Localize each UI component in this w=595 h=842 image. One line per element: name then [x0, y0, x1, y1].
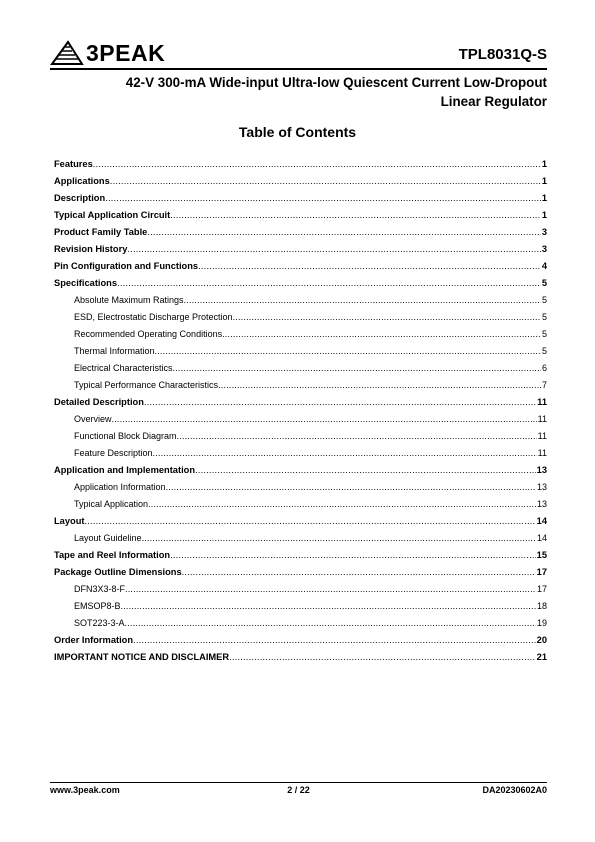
toc-entry-page: 1: [541, 159, 547, 169]
toc-leader-dots: [127, 243, 540, 255]
toc-title: Table of Contents: [238, 124, 357, 140]
toc-entry-page: 14: [536, 516, 547, 526]
toc-entry-label: EMSOP8-B: [74, 601, 121, 611]
toc-entry-page: 21: [536, 652, 547, 662]
toc-entry-label: Revision History: [54, 244, 128, 254]
toc-entry-label: Detailed Description: [54, 397, 144, 407]
toc-entry-label: Application Information: [74, 482, 166, 492]
toc-entry[interactable]: [54, 255, 547, 272]
toc-entry[interactable]: [54, 646, 547, 663]
toc-entry[interactable]: [54, 204, 547, 221]
toc-entry[interactable]: [54, 170, 547, 187]
footer-doc-code: DA20230602A0: [482, 785, 547, 795]
toc-entry-page: 13: [536, 482, 547, 492]
toc-entry[interactable]: [54, 221, 547, 238]
toc-leader-dots: [142, 532, 536, 544]
toc-entry[interactable]: [54, 187, 547, 204]
toc-entry-label: Typical Application: [74, 499, 149, 509]
toc-leader-dots: [222, 328, 541, 340]
toc-entry-page: 11: [537, 431, 547, 441]
toc-subentry[interactable]: [54, 323, 547, 340]
toc-entry-page: 3: [541, 227, 547, 237]
toc-entry[interactable]: [54, 459, 547, 476]
toc-entry[interactable]: [54, 510, 547, 527]
toc-entry-page: 19: [536, 618, 547, 628]
footer-website-link[interactable]: www.3peak.com: [50, 785, 120, 795]
toc-entry-page: 15: [536, 550, 547, 560]
toc-entry-label: Specifications: [54, 278, 118, 288]
toc-leader-dots: [198, 260, 541, 272]
toc-leader-dots: [218, 379, 541, 391]
toc-entry-label: Layout: [54, 516, 85, 526]
toc-entry-page: 11: [537, 448, 547, 458]
toc-entry-label: Features: [54, 159, 93, 169]
toc-subentry[interactable]: [54, 527, 547, 544]
toc-leader-dots: [121, 600, 536, 612]
toc-entry-page: 11: [537, 414, 547, 424]
toc-subentry[interactable]: [54, 425, 547, 442]
toc-leader-dots: [112, 413, 537, 425]
toc-entry-label: Feature Description: [74, 448, 153, 458]
toc-leader-dots: [229, 651, 536, 663]
toc-leader-dots: [110, 175, 541, 187]
toc-entry-label: Typical Application Circuit: [54, 210, 171, 220]
toc-leader-dots: [117, 277, 541, 289]
toc-leader-dots: [144, 396, 536, 408]
toc-entry-page: 6: [541, 363, 547, 373]
toc-entry-page: 5: [541, 295, 547, 305]
company-logo: [50, 38, 165, 68]
toc-leader-dots: [125, 617, 536, 629]
toc-subentry[interactable]: [54, 442, 547, 459]
toc-entry-page: 14: [536, 533, 547, 543]
toc-entry-label: IMPORTANT NOTICE AND DISCLAIMER: [54, 652, 230, 662]
toc-entry-label: ESD, Electrostatic Discharge Protection: [74, 312, 233, 322]
toc-entry-label: Order Information: [54, 635, 134, 645]
toc-subentry[interactable]: [54, 578, 547, 595]
toc-entry-label: Tape and Reel Information: [54, 550, 171, 560]
toc-entry[interactable]: [54, 561, 547, 578]
toc-entry-label: Pin Configuration and Functions: [54, 261, 199, 271]
toc-leader-dots: [153, 447, 537, 459]
toc-leader-dots: [93, 158, 541, 170]
toc-leader-dots: [170, 209, 541, 221]
toc-entry-page: 5: [541, 346, 547, 356]
document-subtitle: [50, 73, 547, 111]
toc-entry-label: Description: [54, 193, 106, 203]
toc-subentry[interactable]: [54, 595, 547, 612]
toc-leader-dots: [233, 311, 541, 323]
toc-leader-dots: [148, 498, 536, 510]
toc-entry[interactable]: [54, 391, 547, 408]
toc-entry-page: 3: [541, 244, 547, 254]
toc-entry[interactable]: [54, 272, 547, 289]
toc-leader-dots: [105, 192, 541, 204]
toc-leader-dots: [125, 583, 536, 595]
toc-entry[interactable]: [54, 629, 547, 646]
toc-entry-page: 1: [541, 193, 547, 203]
toc-subentry[interactable]: [54, 612, 547, 629]
toc-leader-dots: [155, 345, 541, 357]
toc-entry-page: 18: [536, 601, 547, 611]
toc-entry[interactable]: [54, 153, 547, 170]
toc-entry-label: Typical Performance Characteristics: [74, 380, 219, 390]
toc-subentry[interactable]: [54, 357, 547, 374]
toc-leader-dots: [166, 481, 536, 493]
toc-entry-label: Electrical Characteristics: [74, 363, 173, 373]
toc-entry-page: 5: [541, 329, 547, 339]
toc-entry-label: Overview: [74, 414, 112, 424]
mountain-logo-icon: [50, 40, 84, 66]
toc-entry-label: Layout Guideline: [74, 533, 142, 543]
toc-entry-page: 1: [541, 176, 547, 186]
toc-leader-dots: [170, 549, 536, 561]
toc-subentry[interactable]: [54, 493, 547, 510]
toc-subentry[interactable]: [54, 289, 547, 306]
toc-entry-label: DFN3X3-8-F: [74, 584, 126, 594]
toc-entry[interactable]: [54, 544, 547, 561]
toc-entry-label: Application and Implementation: [54, 465, 196, 475]
subtitle-line-2: Linear Regulator: [440, 94, 547, 109]
toc-entry-label: Thermal Information: [74, 346, 155, 356]
toc-entry-page: 11: [537, 397, 547, 407]
part-number: TPL8031Q-S: [458, 46, 547, 63]
toc-leader-dots: [147, 226, 540, 238]
toc-entry-page: 7: [541, 380, 547, 390]
footer-page-indicator: 2 / 22: [287, 785, 310, 795]
toc-leader-dots: [177, 430, 537, 442]
subtitle-line-1: 42-V 300-mA Wide-input Ultra-low Quiescent Current Low-Dropout: [125, 75, 547, 90]
toc-entry-page: 17: [536, 584, 547, 594]
toc-entry-page: 17: [536, 567, 547, 577]
toc-subentry[interactable]: [54, 374, 547, 391]
toc-subentry[interactable]: [54, 340, 547, 357]
logo-wordmark: 3PEAK: [86, 39, 166, 66]
toc-entry-page: 4: [541, 261, 547, 271]
header-divider: [50, 68, 547, 70]
toc-leader-dots: [195, 464, 536, 476]
toc-entry-label: SOT223-3-A: [74, 618, 125, 628]
toc-leader-dots: [184, 294, 541, 306]
table-of-contents: [54, 153, 547, 663]
toc-leader-dots: [182, 566, 536, 578]
toc-leader-dots: [133, 634, 536, 646]
toc-subentry[interactable]: [54, 408, 547, 425]
toc-leader-dots: [84, 515, 535, 527]
toc-entry[interactable]: [54, 238, 547, 255]
toc-entry-page: 20: [536, 635, 547, 645]
toc-entry-page: 13: [536, 465, 547, 475]
footer-divider: [50, 782, 547, 783]
toc-entry-page: 5: [541, 312, 547, 322]
toc-subentry[interactable]: [54, 306, 547, 323]
page-header: [50, 34, 547, 68]
toc-leader-dots: [173, 362, 541, 374]
toc-entry-label: Recommended Operating Conditions: [74, 329, 223, 339]
toc-entry-label: Applications: [54, 176, 110, 186]
toc-entry-label: Package Outline Dimensions: [54, 567, 182, 577]
toc-entry-page: 1: [541, 210, 547, 220]
toc-subentry[interactable]: [54, 476, 547, 493]
toc-entry-label: Product Family Table: [54, 227, 148, 237]
toc-entry-page: 13: [536, 499, 547, 509]
toc-entry-label: Absolute Maximum Ratings: [74, 295, 184, 305]
toc-entry-page: 5: [541, 278, 547, 288]
toc-entry-label: Functional Block Diagram: [74, 431, 177, 441]
